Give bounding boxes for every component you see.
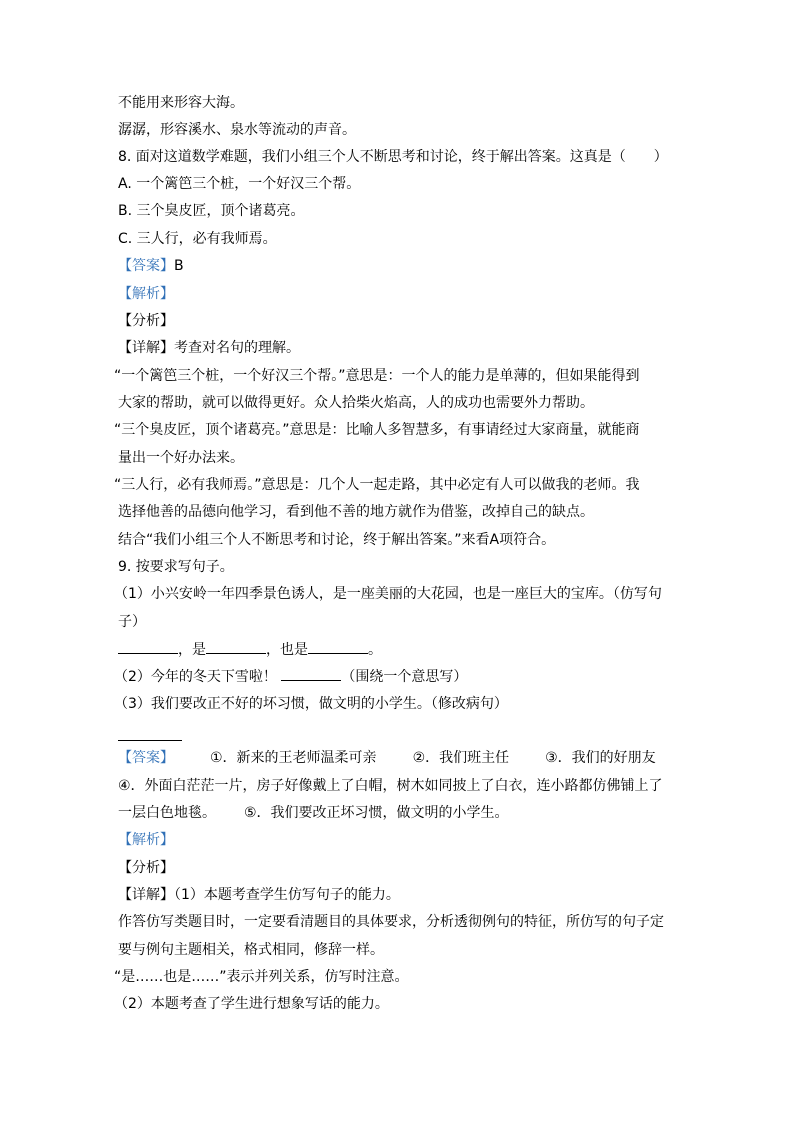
answer-label: 【答案】 [118, 258, 174, 274]
answer-item: ②．我们班主任 [412, 750, 510, 766]
blank-field [118, 740, 182, 741]
analysis-label: 【解析】 [118, 832, 174, 848]
text-line: 选择他善的品德向他学习，看到他不善的地方就作为借鉴，改掉自己的缺点。 [118, 504, 594, 520]
fenxi-label: 【分析】 [118, 860, 174, 876]
answer-value: B [174, 258, 184, 274]
text-fragment: ，是 [178, 642, 206, 658]
text-line: （2）本题考查了学生进行想象写话的能力。 [114, 996, 389, 1012]
answer-label: 【答案】 [118, 750, 174, 766]
analysis-label: 【解析】 [118, 286, 174, 302]
detail-9 [118, 885, 400, 905]
text-fragment: （2）今年的冬天下雪啦！ [114, 669, 277, 685]
text-line: 作答仿写类题目时，一定要看清题目的具体要求，分析透彻例句的特征，所仿写的句子定 [118, 914, 664, 930]
text-line: 潺潺，形容溪水、泉水等流动的声音。 [118, 122, 356, 138]
text-line: “三个臭皮匠，顶个诸葛亮。”意思是：比喻人多智慧多，有事请经过大家商量，就能商 [114, 422, 640, 438]
text-line: 结合“我们小组三个人不断思考和讨论，终于解出答案。”来看A项符合。 [118, 532, 556, 548]
blank-field [206, 639, 266, 654]
text-line: 不能用来形容大海。 [118, 95, 244, 111]
blank-field [308, 639, 368, 654]
detail-8 [118, 338, 300, 358]
answer-item: ⑤．我们要改正坏习惯，做文明的小学生。 [244, 805, 509, 821]
answer-9 [118, 748, 656, 768]
answer-line [118, 803, 509, 823]
answer-8 [118, 256, 184, 276]
detail-text: 考查对名句的理解。 [174, 340, 300, 356]
fenxi-label: 【分析】 [118, 313, 174, 329]
question-9-3: （3）我们要改正不好的坏习惯，做文明的小学生。（修改病句） [114, 696, 508, 712]
text-line: 要与例句主题相关，格式相同，修辞一样。 [118, 942, 384, 958]
text-line: 子） [118, 614, 146, 630]
text-line: 大家的帮助，就可以做得更好。众人拾柴火焰高，人的成功也需要外力帮助。 [118, 395, 594, 411]
question-9-1: （1）小兴安岭一年四季景色诱人，是一座美丽的大花园，也是一座巨大的宝库。（仿写句 [114, 586, 662, 602]
text-fragment: （围绕一个意思写） [341, 669, 468, 685]
answer-item: ④．外面白茫茫一片，房子好像戴上了白帽，树木如同披上了白衣，连小路都仿佛铺上了 [118, 778, 663, 794]
question-8: 8. 面对这道数学难题，我们小组三个人不断思考和讨论，终于解出答案。这真是（ ） [118, 149, 668, 165]
option-a: A. 一个篱笆三个桩，一个好汉三个帮。 [118, 176, 361, 192]
question-9: 9. 按要求写句子。 [118, 559, 234, 575]
option-b: B. 三个臭皮匠，顶个诸葛亮。 [118, 203, 305, 219]
answer-item: ③．我们的好朋友 [545, 750, 656, 766]
text-line: “一个篱笆三个桩，一个好汉三个帮。”意思是：一个人的能力是单薄的，但如果能得到 [114, 368, 640, 384]
question-9-2 [114, 666, 467, 687]
answer-item: ①．新来的王老师温柔可亲 [210, 750, 377, 766]
detail-text: （1）本题考查学生仿写句子的能力。 [174, 887, 400, 903]
option-c: C. 三人行，必有我师焉。 [118, 231, 277, 247]
detail-label: 【详解】 [118, 340, 174, 356]
answer-item: 一层白色地毯。 [118, 805, 216, 821]
blank-field [118, 639, 178, 654]
text-line: “是……也是……”表示并列关系，仿写时注意。 [114, 969, 409, 985]
text-line: “三人行，必有我师焉。”意思是：几个人一起走路，其中必定有人可以做我的老师。我 [114, 477, 640, 493]
fill-in-line [118, 639, 382, 660]
detail-label: 【详解】 [118, 887, 174, 903]
blank-field [281, 666, 341, 681]
text-fragment: ，也是 [266, 642, 308, 658]
text-line: 量出一个好办法来。 [118, 450, 244, 466]
text-fragment: 。 [368, 642, 382, 658]
